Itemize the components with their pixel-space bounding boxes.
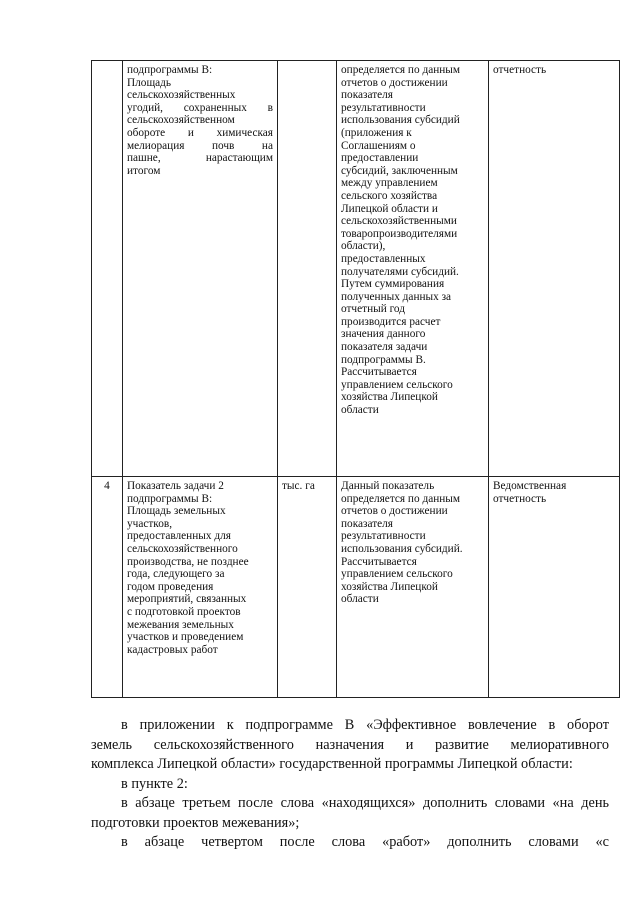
cell-line: Соглашениям о [341,139,416,152]
cell-line: Данный показатель [341,480,435,492]
cell-line: использования субсидий [341,114,460,127]
cell-line: значения данного [341,328,426,341]
cell-line: показателя [341,517,393,530]
cell-line: (приложения к [341,126,412,139]
cell-line: сельскохозяйственного [127,542,238,555]
cell-line: подпрограммы В: [127,64,213,76]
paragraph-line: в пункте 2: [121,776,188,792]
cell-line: сельскохозяйственными [341,215,457,228]
body-paragraph [91,833,609,853]
cell-line: сельскохозяйственных [127,89,236,102]
table-row [92,61,620,477]
cell-line: Липецкой области и [341,202,438,215]
cell-line: предоставленных для [127,530,231,543]
cell-line: итогом [127,164,161,177]
cell-line: полученных данных за [341,290,452,303]
cell-line: с подготовкой проектов [127,605,241,618]
cell-line: хозяйства Липецкой [341,391,438,404]
cell-line: области [341,404,379,417]
cell-line: производится расчет [341,315,441,328]
cell-line: Площадь земельных [127,505,226,518]
cell-line: мероприятий, связанных [127,593,247,606]
cell-line: Путем суммирования [341,278,445,291]
cell-line: показателя задачи [341,341,428,354]
cell-line: товаропроизводителями [341,227,458,240]
indicator-cell [123,477,278,698]
table-row [92,477,620,698]
cell-line: года, следующего за [127,568,225,581]
cell-line: отчетов о достижении [341,76,448,89]
paragraph-line: подготовки проектов межевания»; [91,814,300,831]
cell-line: хозяйства Липецкой [341,580,438,593]
cell-line: пашне, нарастающим [127,152,273,165]
cell-line: мелиорация почв на [127,139,273,152]
row-number: 4 [92,477,123,698]
source-cell [489,477,620,698]
source-cell [489,61,620,477]
cell-line: субсидий, заключенным [341,164,458,177]
cell-line: сельскохозяйственном [127,114,235,127]
cell-line: годом проведения [127,580,214,593]
cell-line: управлением сельского [341,568,453,581]
cell-line: сельского хозяйства [341,189,438,202]
unit-cell: тыс. га [278,477,337,698]
method-cell [337,477,489,698]
cell-line: получателями субсидий. [341,265,459,278]
indicator-cell [123,61,278,477]
cell-line: использования субсидий. [341,542,463,555]
body-paragraph [91,794,609,833]
cell-line: подпрограммы В: [127,492,213,505]
cell-line: участков и проведением [127,631,244,644]
cell-line: отчетность [493,64,547,76]
cell-line: предоставлении [341,152,419,165]
cell-line: показателя [341,89,393,102]
method-cell [337,61,489,477]
paragraph-line: земель сельскохозяйственного назначения и развитие мелиоративного [91,736,609,753]
cell-line: обороте и химическая [127,126,273,139]
cell-line: определяется по данным [341,64,461,76]
cell-line: межевания земельных [127,618,234,631]
indicators-table [91,60,620,698]
cell-line: области [341,593,379,606]
row-number [92,61,123,477]
cell-line: определяется по данным [341,492,461,505]
cell-line: Площадь [127,76,172,89]
body-paragraph [91,775,609,795]
unit-cell [278,61,337,477]
paragraph-line: в абзаце третьем после слова «находящихся» дополнить словами «на день [121,795,609,811]
cell-line: Ведомственная [493,480,567,492]
cell-line: отчетный год [341,303,405,316]
cell-line: отчетов о достижении [341,505,448,518]
cell-line: области), [341,240,386,253]
cell-line: предоставленных [341,252,426,265]
cell-line: Показатель задачи 2 [127,480,224,492]
body-paragraph [91,716,609,775]
paragraph-line: комплекса Липецкой области» государственной программы Липецкой области: [91,756,573,772]
cell-line: результативности [341,530,426,543]
cell-line: угодий, сохраненных в [127,101,273,114]
cell-line: Рассчитывается [341,555,417,568]
cell-line: Рассчитывается [341,366,417,379]
paragraph-line: в приложении к подпрограмме В «Эффективное вовлечение в оборот [121,717,609,733]
cell-line: подпрограммы В. [341,353,426,366]
cell-line: участков, [127,517,173,530]
paragraph-line: в абзаце четвертом после слова «работ» дополнить словами «с [121,834,609,850]
cell-line: между управлением [341,177,438,190]
cell-line: результативности [341,101,426,114]
cell-line: производства, не позднее [127,555,249,568]
cell-line: отчетность [493,492,547,505]
cell-line: управлением сельского [341,378,453,391]
cell-line: кадастровых работ [127,643,218,656]
